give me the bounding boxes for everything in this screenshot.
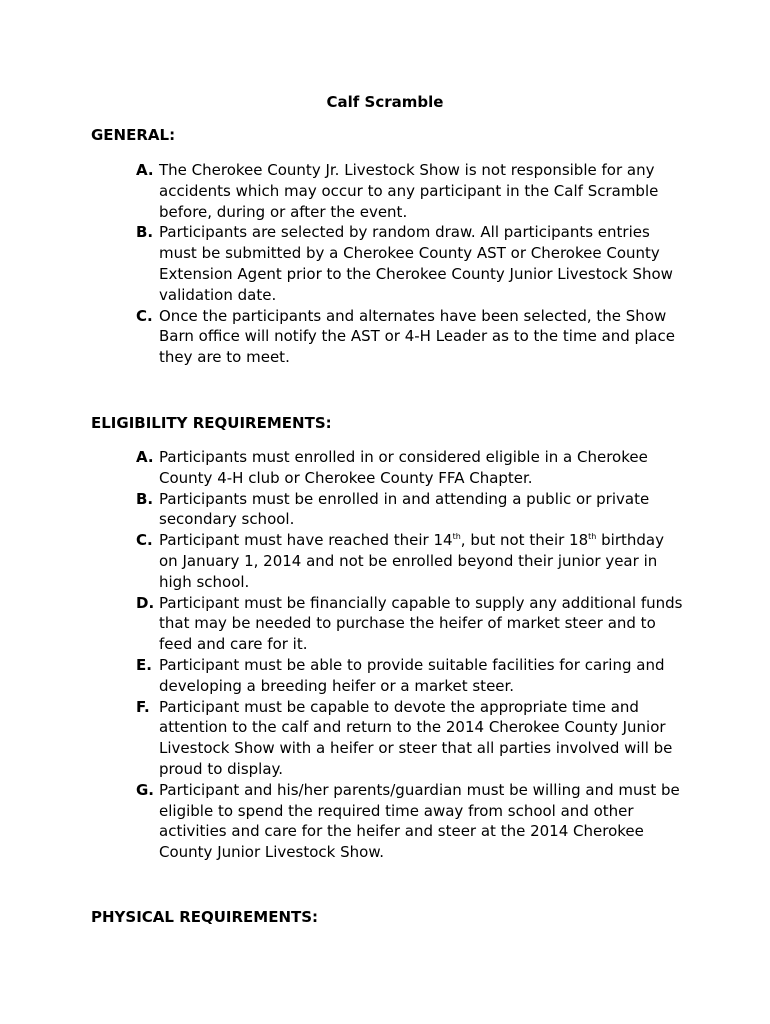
list-marker: A. (136, 448, 154, 466)
section-heading-eligibility: ELIGIBILITY REQUIREMENTS: (91, 414, 332, 432)
document-title: Calf Scramble (326, 93, 444, 111)
list-item (136, 306, 686, 368)
list-item (136, 593, 686, 655)
list-item-text: Participant must be financially capable to supply any additional funds that may be needed to purchase the heifer of market steer and to feed and care for it. (159, 593, 683, 654)
list-marker: B. (136, 223, 154, 242)
list-item-text: Participants are selected by random draw. All participants entries must be submitted by a Cherokee County AST or Cherokee County Extension Agent prior to the Cherokee County Junior Livestock Show validation date. (159, 223, 673, 304)
list-item-text: Participant and his/her parents/guardian must be willing and must be eligible to spend the required time away from school and other activities and care for the heifer and steer at the 2014 Cherokee County Junior Livestock Show. (159, 780, 680, 862)
section-heading-general: GENERAL: (91, 126, 176, 144)
text-segment: birthday on January 1, 2014 and not be enrolled beyond their junior year in high school. (159, 531, 664, 591)
list-item-text: Participant must be able to provide suitable facilities for caring and developing a breeding heifer or a market steer. (159, 655, 665, 695)
list-item-text: Participants must enrolled in or considered eligible in a Cherokee County 4-H club or Cherokee County FFA Chapter. (159, 448, 648, 487)
list-item (136, 655, 686, 697)
general-list (136, 160, 686, 368)
list-item (136, 697, 686, 780)
list-item-text: The Cherokee County Jr. Livestock Show is not responsible for any accidents which may occur to any participant in the Calf Scramble before, during or after the event. (159, 161, 659, 221)
list-item (136, 447, 686, 489)
list-marker: F. (136, 697, 150, 716)
list-marker: E. (136, 655, 152, 674)
list-marker: C. (136, 531, 153, 550)
list-item-text: Once the participants and alternates have been selected, the Show Barn office will notify the AST or 4-H Leader as to the time and place they are to meet. (159, 306, 675, 367)
list-marker: G. (136, 780, 155, 799)
list-marker: B. (136, 489, 154, 508)
list-item-text (159, 530, 686, 592)
list-item-text: Participant must be capable to devote the appropriate time and attention to the calf and return to the 2014 Cherokee County Junior Livestock Show with a heifer or steer that all parties involved will be proud to display. (159, 697, 673, 778)
section-heading-physical: PHYSICAL REQUIREMENTS: (91, 908, 319, 926)
list-item (136, 489, 686, 531)
superscript: th (588, 532, 597, 542)
list-item (136, 780, 686, 863)
eligibility-list (136, 447, 686, 863)
list-item (136, 222, 686, 305)
text-segment: , but not their 18 (460, 531, 589, 550)
list-marker: A. (136, 161, 154, 179)
list-item (136, 530, 686, 592)
list-item-text: Participants must be enrolled in and attending a public or private secondary school. (159, 489, 650, 529)
text-segment: Participant must have reached their 14 (159, 531, 453, 550)
superscript: th (452, 532, 461, 542)
list-item (136, 160, 686, 222)
list-marker: C. (136, 306, 153, 325)
list-marker: D. (136, 593, 155, 612)
